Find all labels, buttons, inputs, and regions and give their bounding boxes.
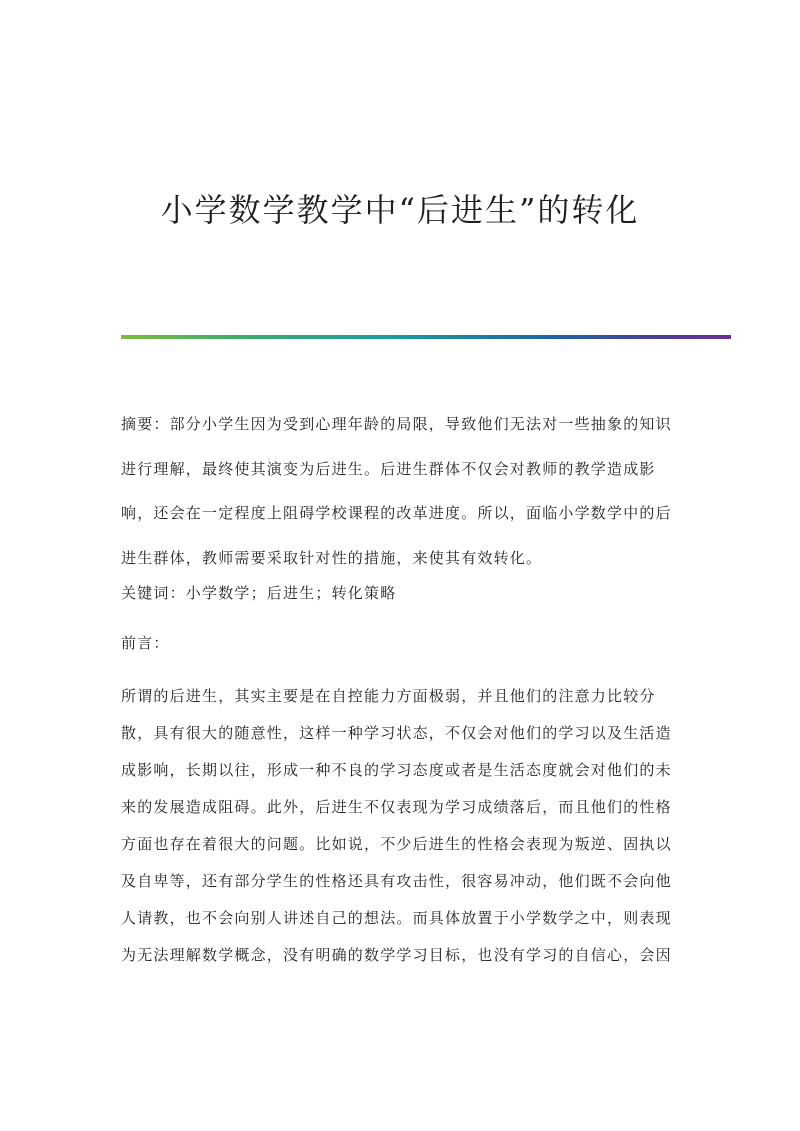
keywords-text: 关键词：小学数学；后进生；转化策略 [121, 584, 397, 602]
preface-heading: 前言： [121, 634, 170, 652]
body-paragraph: 所谓的后进生，其实主要是在自控能力方面极弱，并且他们的注意力比较分散，具有很大的随意性，这样一种学习状态，不仅会对他们的学习以及生活造成影响，长期以往，形成一种不良的学习态度或者是生活态度就会对他们的未来的发展造成阻碍。此外，后进生不仅表现为学习成绩落后，而且他们的性格方面也存在着很大的问题。比如说，不少后进生的性格会表现为叛逆、固执以及自卑等，还有部分学生的性格还具有攻击性，很容易冲动，他们既不会向他人请教，也不会向别人讲述自己的想法。而具体放置于小学数学之中，则表现为无法理解数学概念，没有明确的数学学习目标，也没有学习的自信心，会因 [121, 687, 672, 964]
abstract-block [121, 402, 681, 580]
document-title: 小学数学教学中“后进生”的转化 [160, 191, 640, 229]
title-divider [121, 335, 731, 339]
abstract-text: 摘要：部分小学生因为受到心理年龄的局限，导致他们无法对一些抽象的知识进行理解，最终使其演变为后进生。后进生群体不仅会对教师的教学造成影响，还会在一定程度上阻碍学校课程的改革进度。所以，面临小学数学中的后进生群体，教师需要采取针对性的措施，来使其有效转化。 [121, 415, 672, 567]
preface-heading-block [121, 628, 681, 658]
body-block [121, 678, 681, 974]
keywords-block [121, 578, 681, 608]
